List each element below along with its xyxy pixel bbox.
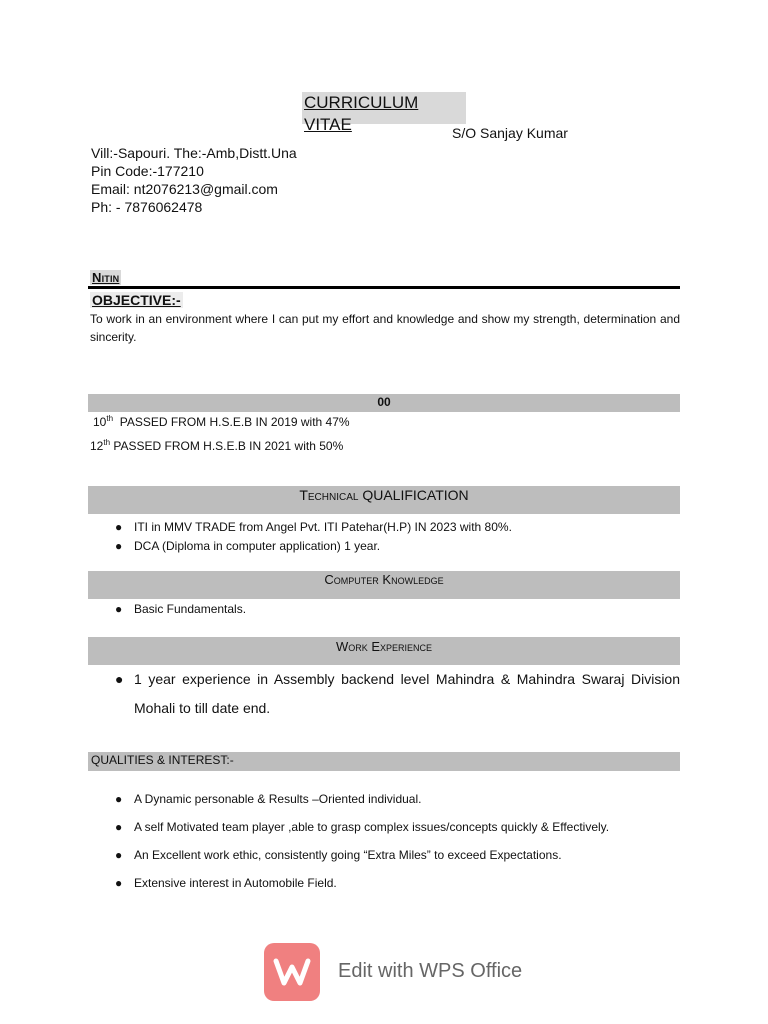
wps-logo-icon[interactable]: [264, 943, 320, 1001]
wps-edit-link[interactable]: Edit with WPS Office: [338, 960, 523, 982]
address-line: Vill:-Sapouri. The:-Amb,Distt.Una: [91, 145, 297, 161]
list-item: ● ITI in MMV TRADE from Angel Pvt. ITI Patehar(H.P) IN 2023 with 80%.: [88, 518, 680, 537]
candidate-name: Nitin: [92, 270, 120, 285]
qualities-list: [88, 785, 680, 897]
objective-heading: OBJECTIVE:-: [92, 292, 181, 308]
parent-name: S/O Sanjay Kumar: [452, 125, 568, 141]
list-item: ● Extensive interest in Automobile Field.: [88, 869, 680, 897]
bullet-icon: ●: [115, 792, 123, 806]
address-block: [91, 144, 297, 216]
list-item: ● DCA (Diploma in computer application) 1 year.: [88, 537, 680, 556]
pin-code: Pin Code:-177210: [91, 163, 204, 179]
education-row: 12th PASSED FROM H.S.E.B IN 2021 with 50%: [90, 438, 344, 453]
list-item: ● A Dynamic personable & Results –Oriented individual.: [88, 785, 680, 813]
bullet-icon: ●: [115, 671, 124, 687]
bullet-icon: ●: [115, 602, 123, 616]
list-item: ● Basic Fundamentals.: [115, 602, 247, 616]
education-heading: 00: [88, 394, 680, 412]
bullet-icon: ●: [115, 520, 123, 534]
computer-list: [88, 602, 680, 616]
objective-text: To work in an environment where I can put my effort and knowledge and show my strength, determination and sincerity.: [90, 312, 680, 344]
qualities-heading: QUALITIES & INTEREST:-: [88, 752, 680, 771]
list-item: ● 1 year experience in Assembly backend level Mahindra & Mahindra Swaraj Division Mohali to till date end.: [88, 665, 680, 723]
document-title: CURRICULUM VITAE: [302, 92, 466, 124]
bullet-icon: ●: [115, 539, 123, 553]
work-list: [88, 665, 680, 723]
technical-list: [88, 518, 680, 556]
technical-heading: Technical QUALIFICATION: [88, 486, 680, 514]
computer-heading: Computer Knowledge: [88, 571, 680, 599]
bullet-icon: ●: [115, 876, 123, 890]
bullet-icon: ●: [115, 820, 123, 834]
email: Email: nt2076213@gmail.com: [91, 181, 278, 197]
work-heading: Work Experience: [88, 637, 680, 665]
list-item: ● An Excellent work ethic, consistently going “Extra Miles” to exceed Expectations.: [88, 841, 680, 869]
phone: Ph: - 7876062478: [91, 199, 203, 215]
header-divider: [88, 286, 680, 289]
list-item: ● A self Motivated team player ,able to grasp complex issues/concepts quickly & Effectively.: [88, 813, 680, 841]
education-row: 10th PASSED FROM H.S.E.B IN 2019 with 47%: [93, 414, 350, 429]
bullet-icon: ●: [115, 848, 123, 862]
